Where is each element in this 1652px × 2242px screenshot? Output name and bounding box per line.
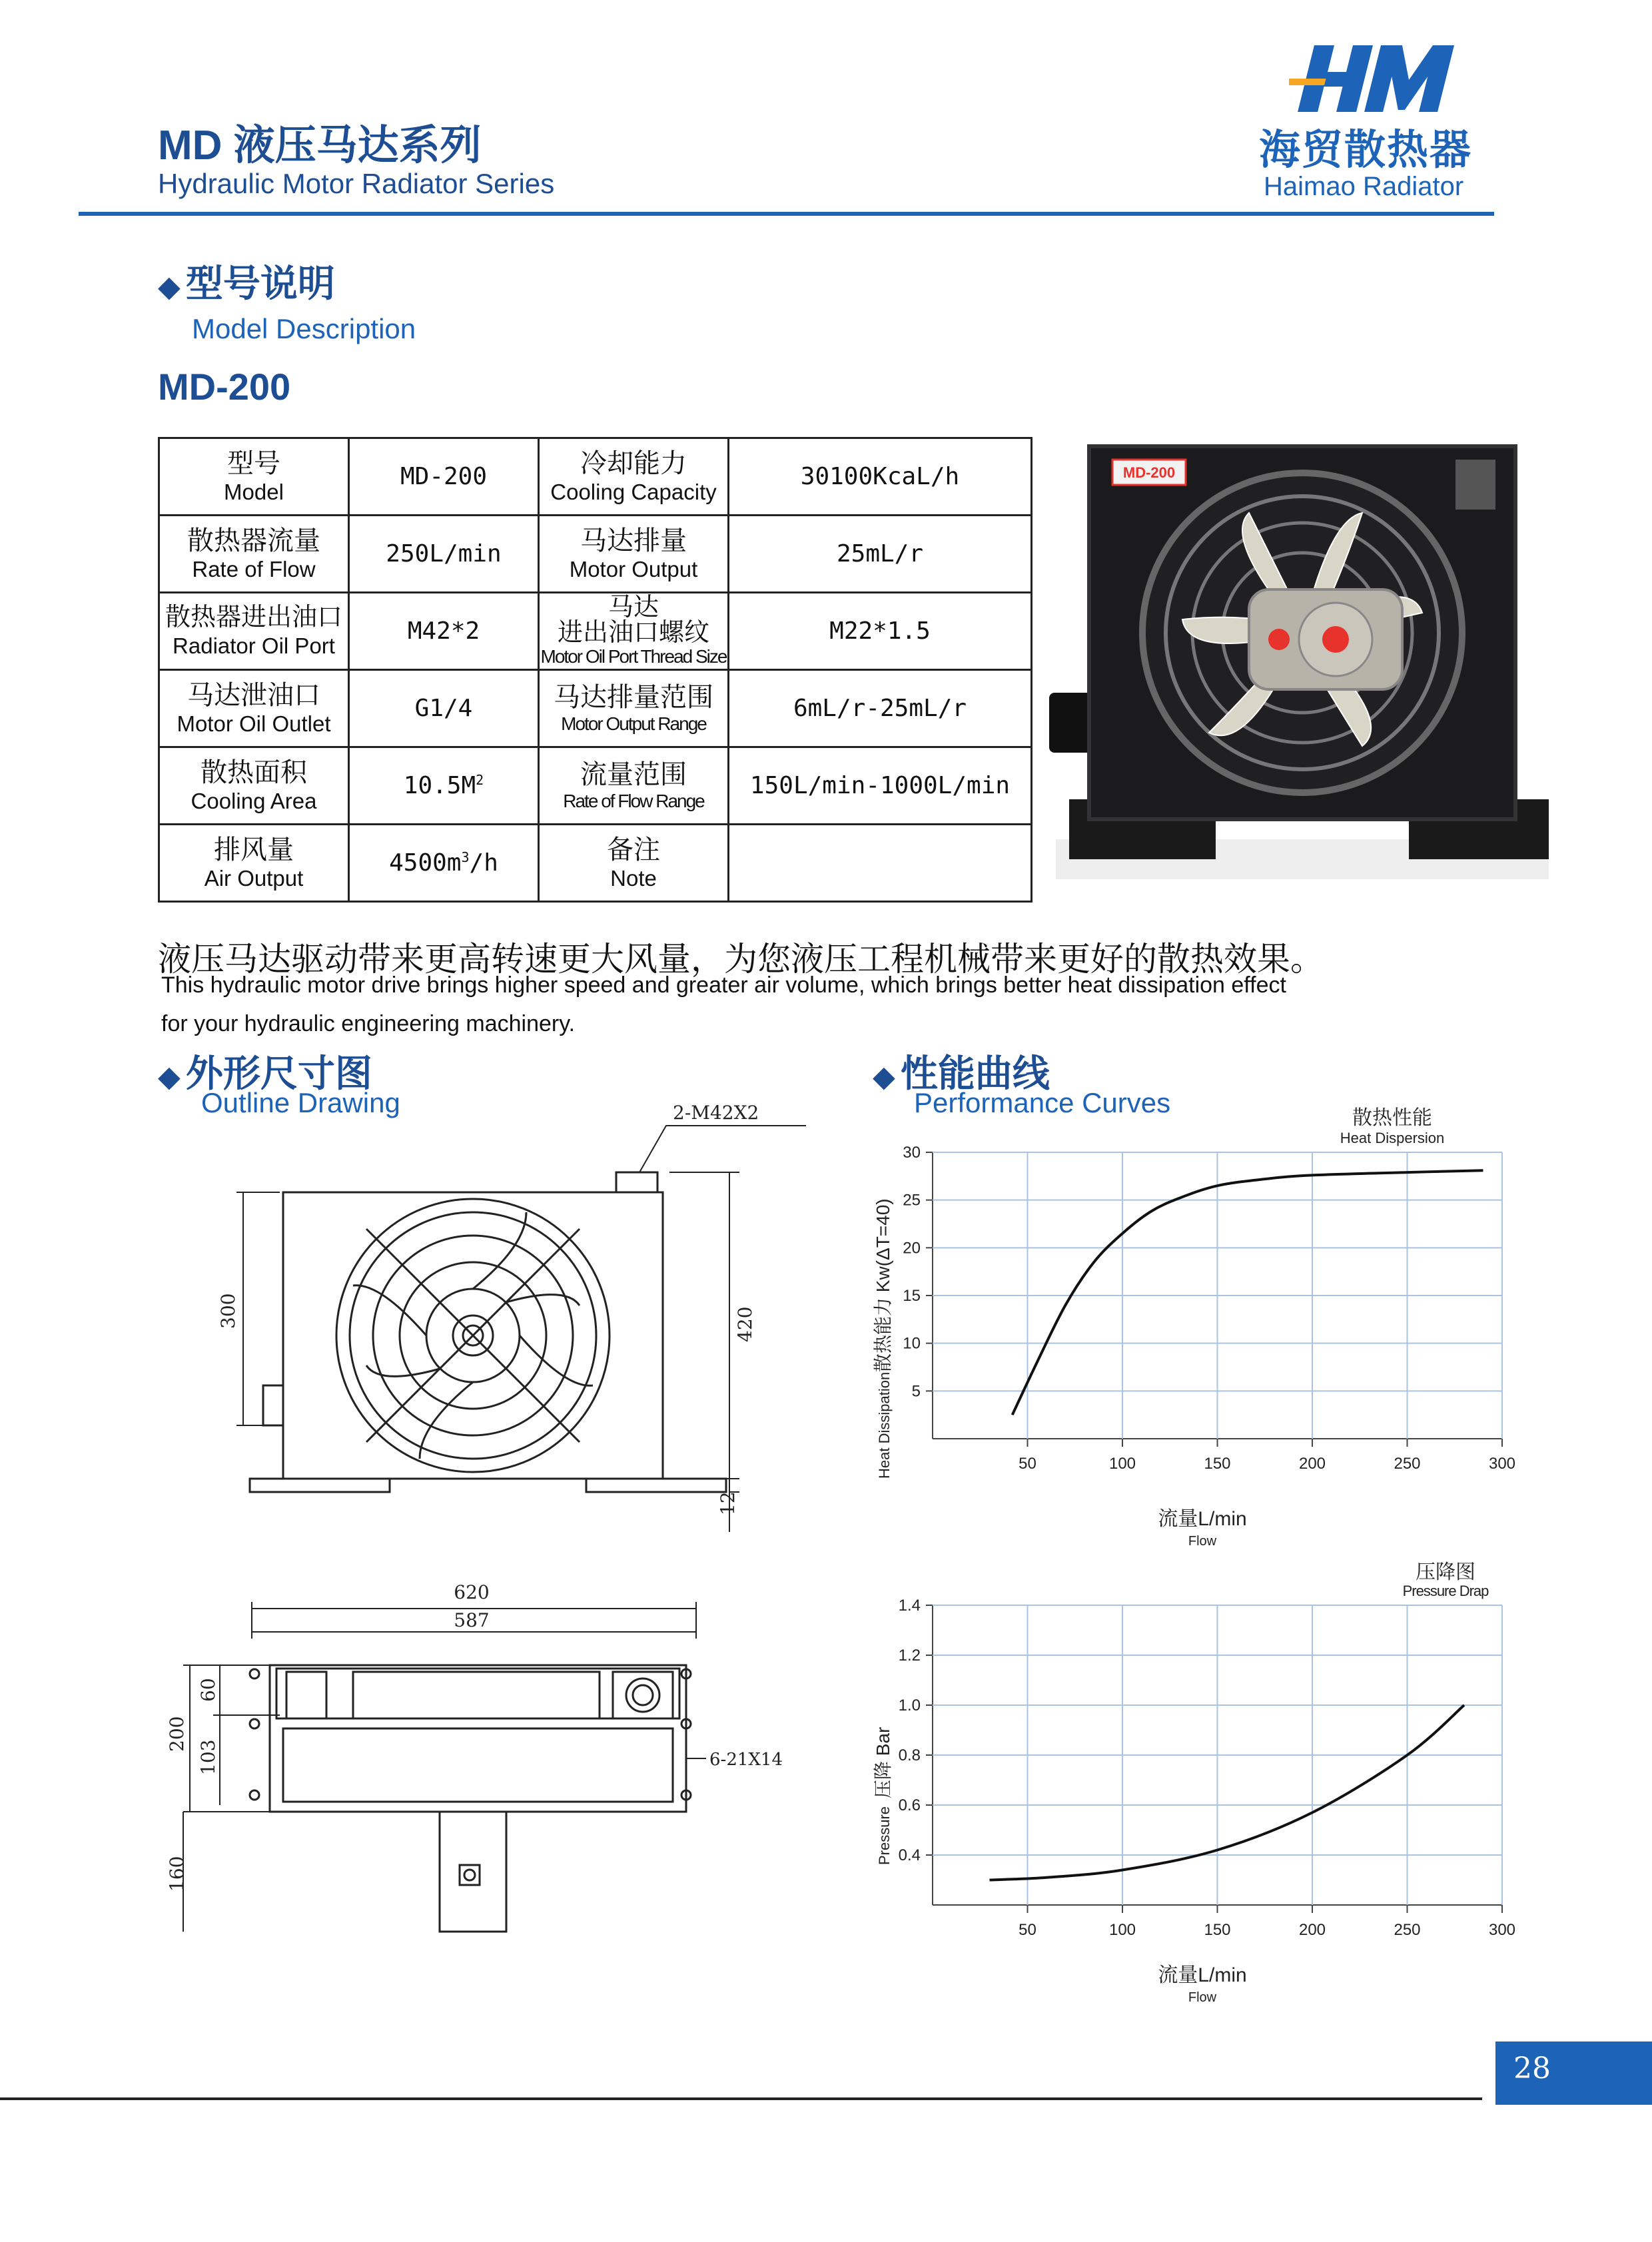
y-tick-label: 25 — [903, 1191, 921, 1210]
hm-logo — [1289, 40, 1455, 120]
chart-subtitle: Pressure Drap — [1402, 1583, 1489, 1599]
motor-160-dim: 160 — [166, 1856, 188, 1892]
y-tick-label: 10 — [903, 1334, 921, 1353]
x-axis-label-cn: 流量L/min — [1158, 1964, 1247, 1986]
x-tick-label: 50 — [1019, 1455, 1036, 1473]
width-587-dim: 587 — [454, 1609, 490, 1631]
x-tick-label: 250 — [1394, 1455, 1421, 1473]
y-axis-label-en: Heat Dissipation — [876, 1371, 893, 1479]
table-row: 排风量 Air Output $4500m^3/h$ 备注 Note — [159, 825, 1032, 902]
y-tick-label: 0.6 — [898, 1796, 921, 1814]
table-cell: 150L/min-1000L/min — [729, 747, 1032, 825]
outline-drawing — [153, 1066, 819, 1952]
performance-section-title: ◆ 性能曲线 — [873, 1052, 1050, 1094]
x-tick-label: 250 — [1394, 1921, 1421, 1939]
outline-section-title: ◆ 外形尺寸图 — [158, 1052, 372, 1094]
holes-dim: 6-21X14 — [709, 1750, 783, 1770]
brand-name-en: Haimao Radiator — [1264, 172, 1464, 201]
x-axis-label-en: Flow — [1188, 1990, 1217, 2005]
table-cell: $10.5M^2$ — [349, 747, 539, 825]
diamond-icon: ◆ — [158, 1060, 181, 1093]
y-tick-label: 0.4 — [898, 1846, 921, 1864]
y-tick-label: 20 — [903, 1239, 921, 1258]
page-number: 28 — [1513, 2052, 1551, 2085]
spec-table — [158, 437, 1032, 903]
table-cell: 25mL/r — [729, 516, 1032, 593]
x-tick-label: 150 — [1204, 1455, 1231, 1473]
y-tick-label: 30 — [903, 1144, 921, 1162]
table-cell: $4500m^3/h$ — [349, 825, 539, 902]
diamond-icon: ◆ — [873, 1060, 895, 1093]
chart-subtitle: Heat Dispersion — [1340, 1130, 1445, 1146]
base-12-dim: 12 — [717, 1491, 739, 1515]
table-cell: MD-200 — [349, 438, 539, 516]
pressure-drop-chart — [859, 1559, 1559, 2025]
diamond-icon: ◆ — [158, 270, 181, 303]
dim-103: 103 — [197, 1739, 219, 1775]
table-cell: 30100KcaL/h — [729, 438, 1032, 516]
heat-dispersion-chart — [859, 1106, 1559, 1559]
table-row: 马达泄油口 Motor Oil Outlet G1/4 马达排量范围 Motor Output Range 6mL/r-25mL/r — [159, 670, 1032, 747]
model-section-subtitle: Model Description — [192, 313, 416, 344]
width-620-dim: 620 — [454, 1581, 490, 1603]
model-name: MD-200 — [158, 366, 291, 408]
height-420-dim: 420 — [734, 1306, 756, 1342]
y-tick-label: 1.0 — [898, 1696, 921, 1714]
table-cell: M22*1.5 — [729, 593, 1032, 670]
x-tick-label: 50 — [1019, 1921, 1036, 1939]
chart-title: 散热性能 — [1352, 1107, 1432, 1129]
y-tick-label: 15 — [903, 1287, 921, 1305]
y-tick-label: 1.4 — [898, 1597, 921, 1615]
dim-60: 60 — [197, 1678, 219, 1702]
table-cell: M42*2 — [349, 593, 539, 670]
outline-section-subtitle: Outline Drawing — [201, 1087, 400, 1118]
description-en-line2: for your hydraulic engineering machinery. — [161, 1011, 576, 1036]
height-300-dim: 300 — [217, 1293, 239, 1329]
table-row: 散热面积 Cooling Area $10.5M^2$ 流量范围 Rate of Flow Range 150L/min-1000L/min — [159, 747, 1032, 825]
y-axis-label-cn: 压降 Bar — [873, 1726, 893, 1798]
x-axis-label-cn: 流量L/min — [1158, 1508, 1247, 1530]
model-section-title: ◆ 型号说明 — [158, 262, 335, 304]
table-row: 散热器流量 Rate of Flow 250L/min 马达排量 Motor Output 25mL/r — [159, 516, 1032, 593]
x-tick-label: 100 — [1108, 1921, 1136, 1939]
table-cell: G1/4 — [349, 670, 539, 747]
description-cn: 液压马达驱动带来更高转速更大风量，为您液压工程机械带来更好的散热效果。 — [158, 940, 1324, 978]
table-cell — [729, 825, 1032, 902]
y-axis-label-cn: 散热能力 Kw(ΔT=40) — [873, 1198, 893, 1372]
page-title: MD 液压马达系列 — [158, 123, 482, 169]
footer-divider — [0, 2097, 1482, 2100]
header-divider — [79, 212, 1494, 216]
description-en-line1: This hydraulic motor drive brings higher speed and greater air volume, which brings better heat dissipation effect — [161, 972, 1286, 998]
chart-title: 压降图 — [1416, 1561, 1475, 1583]
nameplate-label: MD-200 — [1122, 464, 1176, 481]
table-cell: 250L/min — [349, 516, 539, 593]
y-tick-label: 1.2 — [898, 1647, 921, 1665]
table-row: 型号 Model MD-200 冷却能力 Cooling Capacity 30100KcaL/h — [159, 438, 1032, 516]
y-tick-label: 0.8 — [898, 1746, 921, 1764]
x-axis-label-en: Flow — [1188, 1534, 1217, 1549]
series-line — [990, 1705, 1465, 1880]
performance-section-subtitle: Performance Curves — [914, 1087, 1171, 1118]
x-tick-label: 200 — [1298, 1455, 1326, 1473]
y-tick-label: 5 — [911, 1382, 921, 1401]
x-tick-label: 100 — [1108, 1455, 1136, 1473]
page-subtitle: Hydraulic Motor Radiator Series — [158, 168, 555, 199]
x-tick-label: 150 — [1204, 1921, 1231, 1939]
table-row: 散热器进出油口 Radiator Oil Port M42*2 马达 进出油口螺纹 Motor Oil Port Thread Size M22*1.5 — [159, 593, 1032, 670]
x-tick-label: 300 — [1488, 1455, 1516, 1473]
depth-200-dim: 200 — [166, 1716, 188, 1752]
product-photo — [1049, 440, 1555, 906]
series-line — [1013, 1170, 1483, 1415]
x-tick-label: 300 — [1488, 1921, 1516, 1939]
x-tick-label: 200 — [1298, 1921, 1326, 1939]
port-dim: 2-M42X2 — [673, 1102, 759, 1124]
table-cell: 6mL/r-25mL/r — [729, 670, 1032, 747]
y-axis-label-en: Pressure — [876, 1806, 893, 1865]
brand-name-cn: 海贸散热器 — [1259, 127, 1473, 173]
